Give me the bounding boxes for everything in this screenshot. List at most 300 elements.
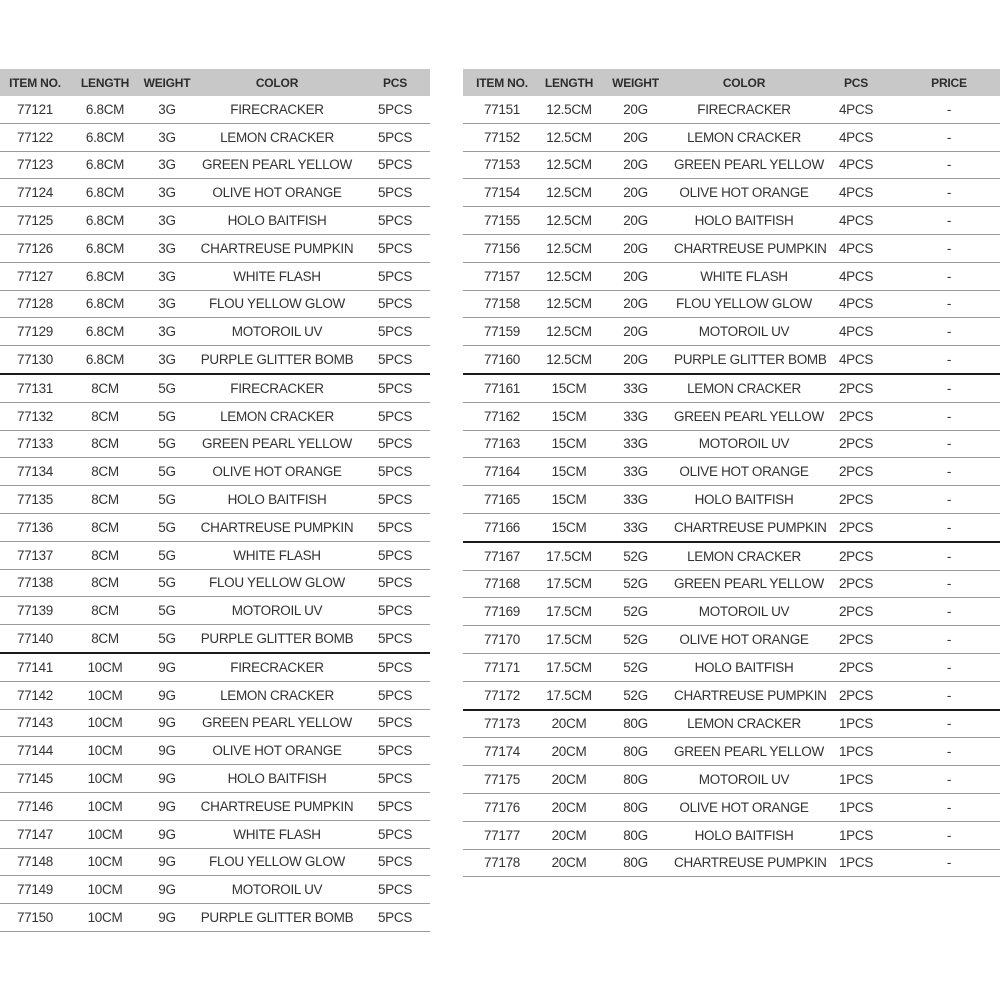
pcs-cell: 4PCS: [814, 290, 898, 318]
table-row: [463, 234, 1000, 262]
table-row: [463, 179, 1000, 207]
weight-cell: 5G: [140, 430, 194, 458]
table-row: [463, 374, 1000, 402]
color-cell: FIRECRACKER: [674, 96, 814, 123]
item-no-cell: 77162: [463, 402, 541, 430]
table-row: [0, 346, 430, 374]
table-row: [463, 570, 1000, 598]
color-cell: CHARTREUSE PUMPKIN: [194, 234, 360, 262]
length-cell: 20CM: [541, 849, 597, 877]
pcs-cell: 2PCS: [814, 598, 898, 626]
length-cell: 6.8CM: [70, 262, 140, 290]
color-cell: FIRECRACKER: [194, 96, 360, 123]
table-row: [463, 402, 1000, 430]
pcs-cell: 5PCS: [360, 207, 430, 235]
table-row: [463, 96, 1000, 123]
length-cell: 17.5CM: [541, 681, 597, 709]
weight-cell: 20G: [597, 179, 674, 207]
pcs-cell: 5PCS: [360, 486, 430, 514]
price-cell: -: [898, 486, 1000, 514]
table-row: [463, 346, 1000, 374]
pcs-cell: 4PCS: [814, 123, 898, 151]
table-row: [0, 765, 430, 793]
item-no-cell: 77138: [0, 569, 70, 597]
price-cell: -: [898, 123, 1000, 151]
table-row: [0, 653, 430, 681]
table-row: [463, 318, 1000, 346]
weight-cell: 3G: [140, 290, 194, 318]
color-cell: HOLO BAITFISH: [194, 486, 360, 514]
color-cell: GREEN PEARL YELLOW: [194, 709, 360, 737]
table-row: [0, 513, 430, 541]
header-pcs: PCS: [814, 69, 898, 96]
pcs-cell: 2PCS: [814, 542, 898, 570]
color-cell: OLIVE HOT ORANGE: [674, 179, 814, 207]
length-cell: 12.5CM: [541, 290, 597, 318]
color-cell: HOLO BAITFISH: [674, 821, 814, 849]
color-cell: OLIVE HOT ORANGE: [194, 179, 360, 207]
length-cell: 17.5CM: [541, 598, 597, 626]
weight-cell: 80G: [597, 821, 674, 849]
price-cell: -: [898, 653, 1000, 681]
table-row: [463, 821, 1000, 849]
color-cell: OLIVE HOT ORANGE: [674, 626, 814, 654]
color-cell: LEMON CRACKER: [194, 123, 360, 151]
color-cell: LEMON CRACKER: [674, 374, 814, 402]
color-cell: GREEN PEARL YELLOW: [674, 570, 814, 598]
color-cell: CHARTREUSE PUMPKIN: [674, 681, 814, 709]
pcs-cell: 5PCS: [360, 541, 430, 569]
length-cell: 12.5CM: [541, 262, 597, 290]
length-cell: 12.5CM: [541, 179, 597, 207]
item-no-cell: 77170: [463, 626, 541, 654]
price-cell: -: [898, 179, 1000, 207]
length-cell: 6.8CM: [70, 179, 140, 207]
table-row: [0, 151, 430, 179]
item-no-cell: 77131: [0, 374, 70, 402]
color-cell: MOTOROIL UV: [194, 597, 360, 625]
color-cell: GREEN PEARL YELLOW: [674, 402, 814, 430]
weight-cell: 5G: [140, 541, 194, 569]
weight-cell: 3G: [140, 207, 194, 235]
length-cell: 6.8CM: [70, 123, 140, 151]
table-row: [463, 849, 1000, 877]
price-cell: -: [898, 262, 1000, 290]
table-row: [463, 793, 1000, 821]
pcs-cell: 4PCS: [814, 234, 898, 262]
weight-cell: 80G: [597, 849, 674, 877]
color-cell: MOTOROIL UV: [674, 318, 814, 346]
table-row: [0, 541, 430, 569]
length-cell: 10CM: [70, 737, 140, 765]
weight-cell: 33G: [597, 402, 674, 430]
weight-cell: 5G: [140, 625, 194, 653]
weight-cell: 3G: [140, 234, 194, 262]
pcs-cell: 5PCS: [360, 848, 430, 876]
right-table-header: [463, 69, 1000, 96]
header-item-no: ITEM NO.: [0, 69, 70, 96]
color-cell: OLIVE HOT ORANGE: [674, 793, 814, 821]
price-cell: -: [898, 207, 1000, 235]
table-row: [0, 402, 430, 430]
price-cell: -: [898, 570, 1000, 598]
color-cell: WHITE FLASH: [194, 820, 360, 848]
pcs-cell: 5PCS: [360, 597, 430, 625]
left-product-table: [0, 69, 430, 932]
length-cell: 17.5CM: [541, 542, 597, 570]
pcs-cell: 5PCS: [360, 402, 430, 430]
table-row: [463, 513, 1000, 541]
weight-cell: 52G: [597, 626, 674, 654]
item-no-cell: 77146: [0, 792, 70, 820]
table-row: [463, 766, 1000, 794]
color-cell: HOLO BAITFISH: [674, 653, 814, 681]
item-no-cell: 77158: [463, 290, 541, 318]
table-row: [463, 626, 1000, 654]
weight-cell: 9G: [140, 904, 194, 932]
weight-cell: 20G: [597, 318, 674, 346]
color-cell: OLIVE HOT ORANGE: [194, 458, 360, 486]
item-no-cell: 77121: [0, 96, 70, 123]
pcs-cell: 5PCS: [360, 290, 430, 318]
table-row: [463, 598, 1000, 626]
item-no-cell: 77135: [0, 486, 70, 514]
pcs-cell: 5PCS: [360, 876, 430, 904]
item-no-cell: 77155: [463, 207, 541, 235]
table-row: [463, 738, 1000, 766]
table-row: [463, 290, 1000, 318]
table-row: [0, 709, 430, 737]
item-no-cell: 77124: [0, 179, 70, 207]
item-no-cell: 77130: [0, 346, 70, 374]
table-row: [463, 458, 1000, 486]
pcs-cell: 5PCS: [360, 792, 430, 820]
header-length: LENGTH: [541, 69, 597, 96]
color-cell: HOLO BAITFISH: [674, 486, 814, 514]
length-cell: 15CM: [541, 486, 597, 514]
pcs-cell: 5PCS: [360, 123, 430, 151]
item-no-cell: 77148: [0, 848, 70, 876]
item-no-cell: 77123: [0, 151, 70, 179]
weight-cell: 80G: [597, 710, 674, 738]
color-cell: LEMON CRACKER: [194, 402, 360, 430]
length-cell: 10CM: [70, 792, 140, 820]
pcs-cell: 1PCS: [814, 766, 898, 794]
length-cell: 15CM: [541, 402, 597, 430]
color-cell: LEMON CRACKER: [674, 710, 814, 738]
length-cell: 17.5CM: [541, 570, 597, 598]
length-cell: 8CM: [70, 374, 140, 402]
color-cell: MOTOROIL UV: [674, 598, 814, 626]
weight-cell: 9G: [140, 681, 194, 709]
header-item-no: ITEM NO.: [463, 69, 541, 96]
right-product-table: [463, 69, 1000, 877]
item-no-cell: 77161: [463, 374, 541, 402]
weight-cell: 33G: [597, 430, 674, 458]
color-cell: GREEN PEARL YELLOW: [674, 738, 814, 766]
weight-cell: 9G: [140, 848, 194, 876]
table-row: [0, 179, 430, 207]
pcs-cell: 5PCS: [360, 653, 430, 681]
color-cell: FLOU YELLOW GLOW: [674, 290, 814, 318]
item-no-cell: 77128: [0, 290, 70, 318]
item-no-cell: 77137: [0, 541, 70, 569]
pcs-cell: 4PCS: [814, 318, 898, 346]
table-row: [463, 207, 1000, 235]
pcs-cell: 2PCS: [814, 458, 898, 486]
table-row: [0, 681, 430, 709]
color-cell: WHITE FLASH: [194, 541, 360, 569]
item-no-cell: 77165: [463, 486, 541, 514]
weight-cell: 80G: [597, 766, 674, 794]
length-cell: 10CM: [70, 765, 140, 793]
pcs-cell: 5PCS: [360, 904, 430, 932]
color-cell: HOLO BAITFISH: [194, 207, 360, 235]
color-cell: HOLO BAITFISH: [194, 765, 360, 793]
item-no-cell: 77156: [463, 234, 541, 262]
pcs-cell: 2PCS: [814, 681, 898, 709]
length-cell: 20CM: [541, 793, 597, 821]
length-cell: 8CM: [70, 625, 140, 653]
length-cell: 8CM: [70, 513, 140, 541]
table-row: [0, 597, 430, 625]
weight-cell: 33G: [597, 374, 674, 402]
right-table-body: [463, 96, 1000, 877]
pcs-cell: 5PCS: [360, 709, 430, 737]
length-cell: 10CM: [70, 653, 140, 681]
length-cell: 15CM: [541, 374, 597, 402]
price-cell: -: [898, 793, 1000, 821]
table-row: [0, 458, 430, 486]
weight-cell: 80G: [597, 738, 674, 766]
weight-cell: 20G: [597, 96, 674, 123]
length-cell: 6.8CM: [70, 318, 140, 346]
item-no-cell: 77152: [463, 123, 541, 151]
weight-cell: 9G: [140, 737, 194, 765]
weight-cell: 3G: [140, 123, 194, 151]
length-cell: 6.8CM: [70, 151, 140, 179]
pcs-cell: 5PCS: [360, 458, 430, 486]
color-cell: CHARTREUSE PUMPKIN: [194, 792, 360, 820]
item-no-cell: 77176: [463, 793, 541, 821]
item-no-cell: 77127: [0, 262, 70, 290]
header-pcs: PCS: [360, 69, 430, 96]
item-no-cell: 77163: [463, 430, 541, 458]
pcs-cell: 5PCS: [360, 346, 430, 374]
length-cell: 10CM: [70, 820, 140, 848]
table-row: [0, 234, 430, 262]
item-no-cell: 77133: [0, 430, 70, 458]
price-cell: -: [898, 430, 1000, 458]
length-cell: 6.8CM: [70, 96, 140, 123]
pcs-cell: 4PCS: [814, 179, 898, 207]
header-weight: WEIGHT: [597, 69, 674, 96]
length-cell: 10CM: [70, 876, 140, 904]
length-cell: 10CM: [70, 709, 140, 737]
price-cell: -: [898, 458, 1000, 486]
length-cell: 15CM: [541, 430, 597, 458]
color-cell: MOTOROIL UV: [194, 318, 360, 346]
length-cell: 17.5CM: [541, 626, 597, 654]
weight-cell: 5G: [140, 374, 194, 402]
item-no-cell: 77134: [0, 458, 70, 486]
length-cell: 20CM: [541, 710, 597, 738]
weight-cell: 20G: [597, 151, 674, 179]
color-cell: FLOU YELLOW GLOW: [194, 569, 360, 597]
weight-cell: 9G: [140, 792, 194, 820]
header-weight: WEIGHT: [140, 69, 194, 96]
table-row: [0, 207, 430, 235]
weight-cell: 20G: [597, 290, 674, 318]
table-row: [463, 542, 1000, 570]
length-cell: 17.5CM: [541, 653, 597, 681]
pcs-cell: 2PCS: [814, 374, 898, 402]
length-cell: 20CM: [541, 766, 597, 794]
weight-cell: 52G: [597, 681, 674, 709]
weight-cell: 5G: [140, 402, 194, 430]
left-table-body: [0, 96, 430, 931]
pcs-cell: 4PCS: [814, 346, 898, 374]
weight-cell: 80G: [597, 793, 674, 821]
weight-cell: 3G: [140, 262, 194, 290]
length-cell: 6.8CM: [70, 346, 140, 374]
weight-cell: 5G: [140, 513, 194, 541]
table-row: [0, 374, 430, 402]
item-no-cell: 77177: [463, 821, 541, 849]
price-cell: -: [898, 542, 1000, 570]
item-no-cell: 77171: [463, 653, 541, 681]
length-cell: 6.8CM: [70, 290, 140, 318]
weight-cell: 5G: [140, 486, 194, 514]
pcs-cell: 4PCS: [814, 96, 898, 123]
price-cell: -: [898, 96, 1000, 123]
length-cell: 10CM: [70, 681, 140, 709]
item-no-cell: 77160: [463, 346, 541, 374]
table-row: [463, 262, 1000, 290]
table-row: [0, 262, 430, 290]
item-no-cell: 77149: [0, 876, 70, 904]
header-length: LENGTH: [70, 69, 140, 96]
color-cell: MOTOROIL UV: [674, 766, 814, 794]
length-cell: 20CM: [541, 821, 597, 849]
weight-cell: 5G: [140, 569, 194, 597]
pcs-cell: 1PCS: [814, 849, 898, 877]
item-no-cell: 77173: [463, 710, 541, 738]
weight-cell: 9G: [140, 709, 194, 737]
item-no-cell: 77144: [0, 737, 70, 765]
item-no-cell: 77147: [0, 820, 70, 848]
color-cell: CHARTREUSE PUMPKIN: [194, 513, 360, 541]
price-cell: -: [898, 234, 1000, 262]
item-no-cell: 77164: [463, 458, 541, 486]
length-cell: 12.5CM: [541, 207, 597, 235]
item-no-cell: 77129: [0, 318, 70, 346]
color-cell: PURPLE GLITTER BOMB: [674, 346, 814, 374]
pcs-cell: 2PCS: [814, 486, 898, 514]
item-no-cell: 77150: [0, 904, 70, 932]
length-cell: 8CM: [70, 597, 140, 625]
color-cell: WHITE FLASH: [674, 262, 814, 290]
price-cell: -: [898, 766, 1000, 794]
pcs-cell: 5PCS: [360, 820, 430, 848]
pcs-cell: 1PCS: [814, 738, 898, 766]
weight-cell: 3G: [140, 96, 194, 123]
header-price: PRICE: [898, 69, 1000, 96]
color-cell: OLIVE HOT ORANGE: [674, 458, 814, 486]
price-cell: -: [898, 710, 1000, 738]
pcs-cell: 5PCS: [360, 374, 430, 402]
pcs-cell: 4PCS: [814, 262, 898, 290]
pcs-cell: 2PCS: [814, 513, 898, 541]
item-no-cell: 77139: [0, 597, 70, 625]
color-cell: FLOU YELLOW GLOW: [194, 290, 360, 318]
weight-cell: 33G: [597, 486, 674, 514]
table-row: [463, 653, 1000, 681]
item-no-cell: 77157: [463, 262, 541, 290]
item-no-cell: 77169: [463, 598, 541, 626]
weight-cell: 20G: [597, 234, 674, 262]
table-row: [0, 123, 430, 151]
color-cell: FLOU YELLOW GLOW: [194, 848, 360, 876]
left-table-header: [0, 69, 430, 96]
price-cell: -: [898, 738, 1000, 766]
color-cell: LEMON CRACKER: [194, 681, 360, 709]
price-cell: -: [898, 849, 1000, 877]
weight-cell: 33G: [597, 458, 674, 486]
color-cell: FIRECRACKER: [194, 374, 360, 402]
length-cell: 10CM: [70, 904, 140, 932]
length-cell: 6.8CM: [70, 234, 140, 262]
length-cell: 8CM: [70, 569, 140, 597]
price-cell: -: [898, 821, 1000, 849]
color-cell: PURPLE GLITTER BOMB: [194, 904, 360, 932]
weight-cell: 9G: [140, 876, 194, 904]
table-row: [0, 318, 430, 346]
weight-cell: 52G: [597, 653, 674, 681]
weight-cell: 5G: [140, 597, 194, 625]
pcs-cell: 1PCS: [814, 793, 898, 821]
table-row: [0, 737, 430, 765]
weight-cell: 52G: [597, 570, 674, 598]
item-no-cell: 77178: [463, 849, 541, 877]
length-cell: 8CM: [70, 486, 140, 514]
color-cell: PURPLE GLITTER BOMB: [194, 346, 360, 374]
weight-cell: 5G: [140, 458, 194, 486]
table-row: [0, 290, 430, 318]
pcs-cell: 5PCS: [360, 318, 430, 346]
pcs-cell: 5PCS: [360, 179, 430, 207]
weight-cell: 20G: [597, 207, 674, 235]
pcs-cell: 2PCS: [814, 626, 898, 654]
table-row: [0, 820, 430, 848]
pcs-cell: 5PCS: [360, 737, 430, 765]
weight-cell: 3G: [140, 179, 194, 207]
price-cell: -: [898, 318, 1000, 346]
price-cell: -: [898, 513, 1000, 541]
color-cell: CHARTREUSE PUMPKIN: [674, 234, 814, 262]
pcs-cell: 5PCS: [360, 569, 430, 597]
length-cell: 12.5CM: [541, 151, 597, 179]
price-cell: -: [898, 626, 1000, 654]
item-no-cell: 77151: [463, 96, 541, 123]
pcs-cell: 4PCS: [814, 151, 898, 179]
table-row: [0, 486, 430, 514]
weight-cell: 3G: [140, 346, 194, 374]
color-cell: HOLO BAITFISH: [674, 207, 814, 235]
color-cell: CHARTREUSE PUMPKIN: [674, 513, 814, 541]
color-cell: FIRECRACKER: [194, 653, 360, 681]
length-cell: 15CM: [541, 513, 597, 541]
